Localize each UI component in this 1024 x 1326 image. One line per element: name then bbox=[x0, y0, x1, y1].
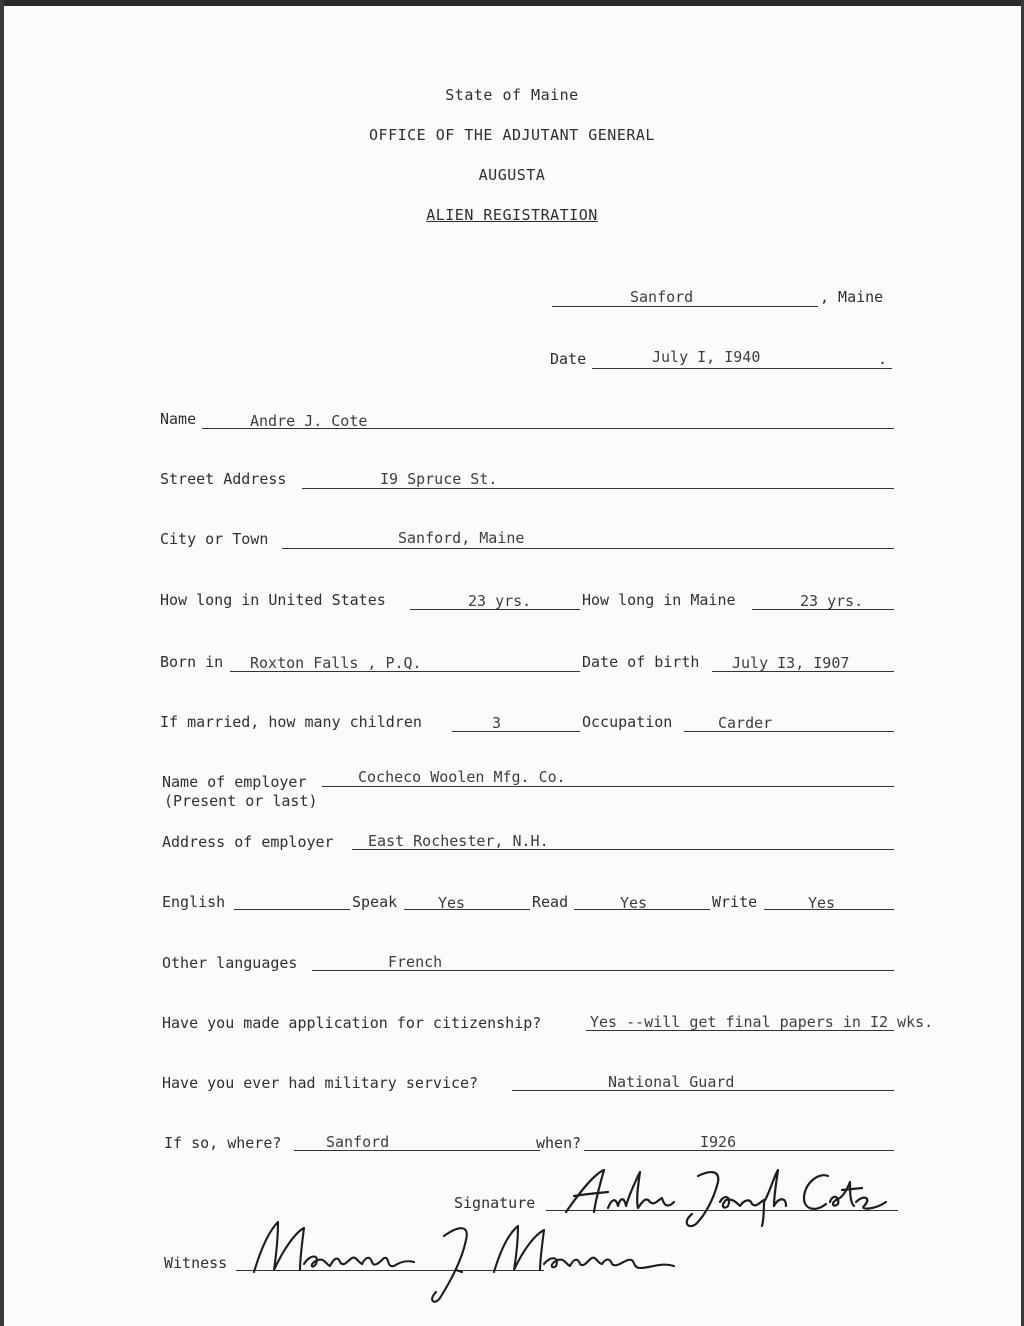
where-label: If so, where? bbox=[164, 1134, 282, 1152]
read-label: Read bbox=[532, 893, 569, 911]
occupation-label: Occupation bbox=[582, 713, 673, 731]
us-value: 23 yrs. bbox=[468, 592, 532, 610]
born-value: Roxton Falls , P.Q. bbox=[250, 654, 422, 672]
date-label: Date bbox=[550, 350, 587, 368]
citizenship-value: Yes --will get final papers in I2 wks. bbox=[590, 1013, 934, 1031]
street-line bbox=[302, 488, 894, 489]
speak-label: Speak bbox=[352, 893, 398, 911]
military-label: Have you ever had military service? bbox=[162, 1074, 479, 1092]
name-value: Andre J. Cote bbox=[250, 412, 368, 430]
state-heading: State of Maine bbox=[445, 86, 579, 104]
location-value: Sanford bbox=[630, 288, 694, 306]
maine-label: How long in Maine bbox=[582, 591, 736, 609]
children-label: If married, how many children bbox=[160, 713, 422, 731]
form-title: ALIEN REGISTRATION bbox=[426, 206, 598, 224]
location-line bbox=[552, 306, 818, 307]
children-line bbox=[452, 731, 580, 732]
write-value: Yes bbox=[808, 894, 836, 912]
speak-value: Yes bbox=[438, 894, 466, 912]
street-label: Street Address bbox=[160, 470, 287, 488]
when-label: when? bbox=[536, 1134, 582, 1152]
citizenship-label: Have you made application for citizenship? bbox=[162, 1014, 542, 1032]
employer-sub-label: (Present or last) bbox=[164, 792, 318, 810]
date-value: July I, I940 bbox=[652, 348, 761, 366]
read-value: Yes bbox=[620, 894, 648, 912]
office-heading: OFFICE OF THE ADJUTANT GENERAL bbox=[369, 126, 655, 144]
other-languages-label: Other languages bbox=[162, 954, 298, 972]
scan-edge-top bbox=[0, 0, 1024, 6]
dob-value: July I3, I907 bbox=[732, 654, 850, 672]
when-value: I926 bbox=[700, 1133, 737, 1151]
employer-line bbox=[322, 786, 894, 787]
city-heading: AUGUSTA bbox=[478, 166, 546, 184]
witness-handwriting bbox=[244, 1212, 684, 1308]
witness-label: Witness bbox=[164, 1254, 228, 1272]
military-value: National Guard bbox=[608, 1073, 735, 1091]
us-label: How long in United States bbox=[160, 591, 386, 609]
employer-label: Name of employer bbox=[162, 773, 307, 791]
location-suffix: , Maine bbox=[820, 288, 884, 306]
date-line bbox=[592, 368, 892, 369]
city-label: City or Town bbox=[160, 530, 269, 548]
dob-label: Date of birth bbox=[582, 653, 700, 671]
occupation-value: Carder bbox=[718, 714, 773, 732]
maine-value: 23 yrs. bbox=[800, 592, 864, 610]
city-value: Sanford, Maine bbox=[398, 529, 525, 547]
signature-label: Signature bbox=[454, 1194, 536, 1212]
employer-value: Cocheco Woolen Mfg. Co. bbox=[358, 768, 566, 786]
english-label: English bbox=[162, 893, 226, 911]
scan-edge-left bbox=[0, 0, 4, 1326]
where-value: Sanford bbox=[326, 1133, 390, 1151]
when-line bbox=[584, 1150, 894, 1151]
speak-line bbox=[404, 909, 530, 910]
street-value: I9 Spruce St. bbox=[380, 470, 498, 488]
occupation-line bbox=[684, 731, 894, 732]
born-label: Born in bbox=[160, 653, 224, 671]
write-label: Write bbox=[712, 893, 758, 911]
name-label: Name bbox=[160, 410, 197, 428]
other-languages-value: French bbox=[388, 953, 443, 971]
children-value: 3 bbox=[492, 714, 502, 732]
employer-address-value: East Rochester, N.H. bbox=[368, 832, 549, 850]
city-line bbox=[282, 548, 894, 549]
date-end: . bbox=[878, 350, 888, 368]
english-line bbox=[234, 909, 350, 910]
employer-address-label: Address of employer bbox=[162, 833, 334, 851]
